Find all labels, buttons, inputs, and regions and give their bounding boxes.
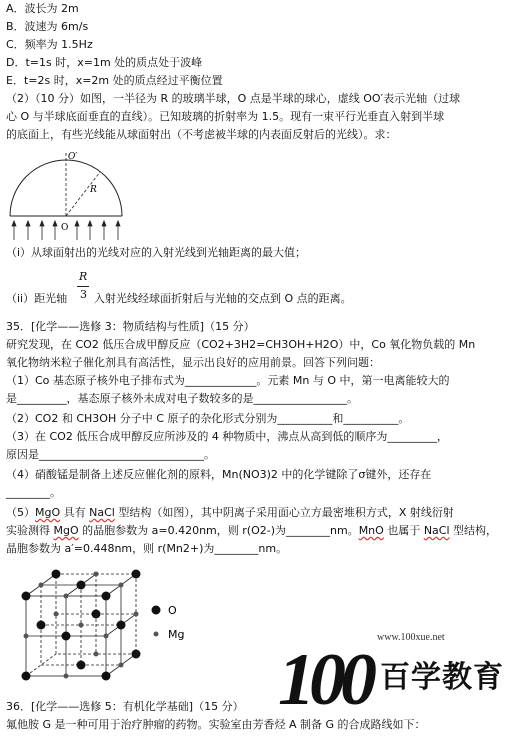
q2-sub-1: （i）从球面射出的光线对应的入射光线到光轴距离的最大值； bbox=[6, 246, 307, 259]
q35-q1-a: （1）Co 基态原子核外电子排布式为_____________。元素 Mn 与 O 中，第一电离能较大的 bbox=[6, 374, 450, 387]
q2-line-1: （2）（10 分）如图，一半径为 R 的玻璃半球，O 点是半球的球心，虚线 OO′表示光轴（过球 bbox=[6, 92, 461, 105]
q35-para-1: 研究发现，在 CO2 低压合成甲醇反应（CO2+3H2=CH3OH+H2O）中，Co 氧化物负载的 Mn bbox=[6, 338, 476, 351]
q35-q3-a: （3）在 CO2 低压合成甲醇反应所涉及的 4 种物质中，沸点从高到低的顺序为_________， bbox=[6, 430, 448, 443]
q2-line-3: 的底面上，有些光线能从球面射出（不考虑被半球的内表面反射后的光线）。求： bbox=[6, 128, 397, 141]
q5b-text-2: 的晶胞参数为 a=0.420nm，则 r(O2-)为________nm。 bbox=[78, 524, 359, 537]
q5b-nacl: NaCl bbox=[423, 524, 450, 537]
q36-title: 36．[化学——选修 5：有机化学基础]（15 分） bbox=[6, 700, 244, 713]
option-b: B．波速为 6m/s bbox=[6, 20, 89, 33]
q36-para-1: 氟他胺 G 是一种可用于治疗肿瘤的药物。实验室由芳香烃 A 制备 G 的合成路线如下： bbox=[6, 718, 426, 731]
legend-o-marker bbox=[152, 606, 161, 615]
nacl-lattice-figure bbox=[16, 566, 216, 684]
fraction-bar bbox=[77, 286, 89, 287]
q5b-mgo: MgO bbox=[53, 524, 79, 537]
q5b-mno: MnO bbox=[358, 524, 384, 537]
q35-q4-a: （4）硝酸锰是制备上述反应催化剂的原料，Mn(NO3)2 中的化学键除了σ键外，还存在 bbox=[6, 468, 432, 481]
q5a-text-1: （5） bbox=[6, 506, 35, 519]
q2-sub-2-pre: （ii）距光轴 bbox=[6, 292, 68, 305]
q5a-text-2: 具有 bbox=[60, 506, 90, 519]
legend-mg-marker bbox=[154, 632, 159, 637]
q35-q4-b: ________。 bbox=[6, 486, 61, 499]
fraction-denominator: 3 bbox=[80, 288, 87, 301]
q35-para-2: 氧化物纳米粒子催化剂具有高活性，显示出良好的应用前景。回答下列问题： bbox=[6, 356, 380, 369]
q35-q1-b: 是_________，基态原子核外未成对电子数较多的是_________________。 bbox=[6, 392, 358, 405]
q2-line-2: 心 O 与半球底面垂直的直线）。已知玻璃的折射率为 1.5。现有一束平行光垂直入射到半球 bbox=[6, 110, 445, 123]
option-c: C．频率为 1.5Hz bbox=[6, 38, 93, 51]
watermark-logo-number: 100 bbox=[278, 639, 371, 721]
q35-title: 35．[化学——选修 3：物质结构与性质]（15 分） bbox=[6, 320, 255, 333]
q35-q5-a bbox=[6, 506, 454, 520]
q5a-mgo: MgO bbox=[35, 506, 61, 519]
watermark-logo-text: 百学教育 bbox=[380, 660, 504, 695]
legend-mg-label: Mg bbox=[168, 628, 185, 641]
watermark-url: www.100xue.net bbox=[377, 632, 445, 643]
legend-o-label: O bbox=[168, 604, 177, 617]
q35-q5-b bbox=[6, 524, 497, 538]
label-o-prime: O′ bbox=[68, 152, 78, 162]
hemisphere-figure bbox=[4, 146, 134, 242]
option-e: E．t=2s 时，x=2m 处的质点经过平衡位置 bbox=[6, 74, 223, 87]
q2-sub-2-post: 入射光线经球面折射后与光轴的交点到 O 点的距离。 bbox=[94, 292, 352, 305]
option-a: A．波长为 2m bbox=[6, 2, 79, 15]
q5b-text-1: 实验测得 bbox=[6, 524, 54, 537]
label-r: R bbox=[90, 185, 97, 195]
q5a-nacl: NaCl bbox=[89, 506, 115, 519]
fraction-numerator: R bbox=[79, 270, 88, 283]
option-d: D．t=1s 时，x=1m 处的质点处于波峰 bbox=[6, 56, 203, 69]
q5a-text-3: 型结构（如图），其中阴离子采用面心立方最密堆积方式，X 射线衍射 bbox=[114, 506, 454, 519]
q35-q3-b: 原因是______________________________。 bbox=[6, 448, 215, 461]
q5b-text-3: 也属于 bbox=[383, 524, 424, 537]
label-o: O bbox=[61, 223, 69, 233]
q35-q5-c: 晶胞参数为 a′=0.448nm，则 r(Mn2+)为________nm。 bbox=[6, 542, 288, 555]
q5b-text-4: 型结构， bbox=[449, 524, 498, 537]
q35-q2: （2）CO2 和 CH3OH 分子中 C 原子的杂化形式分别为__________和__________。 bbox=[6, 412, 410, 425]
